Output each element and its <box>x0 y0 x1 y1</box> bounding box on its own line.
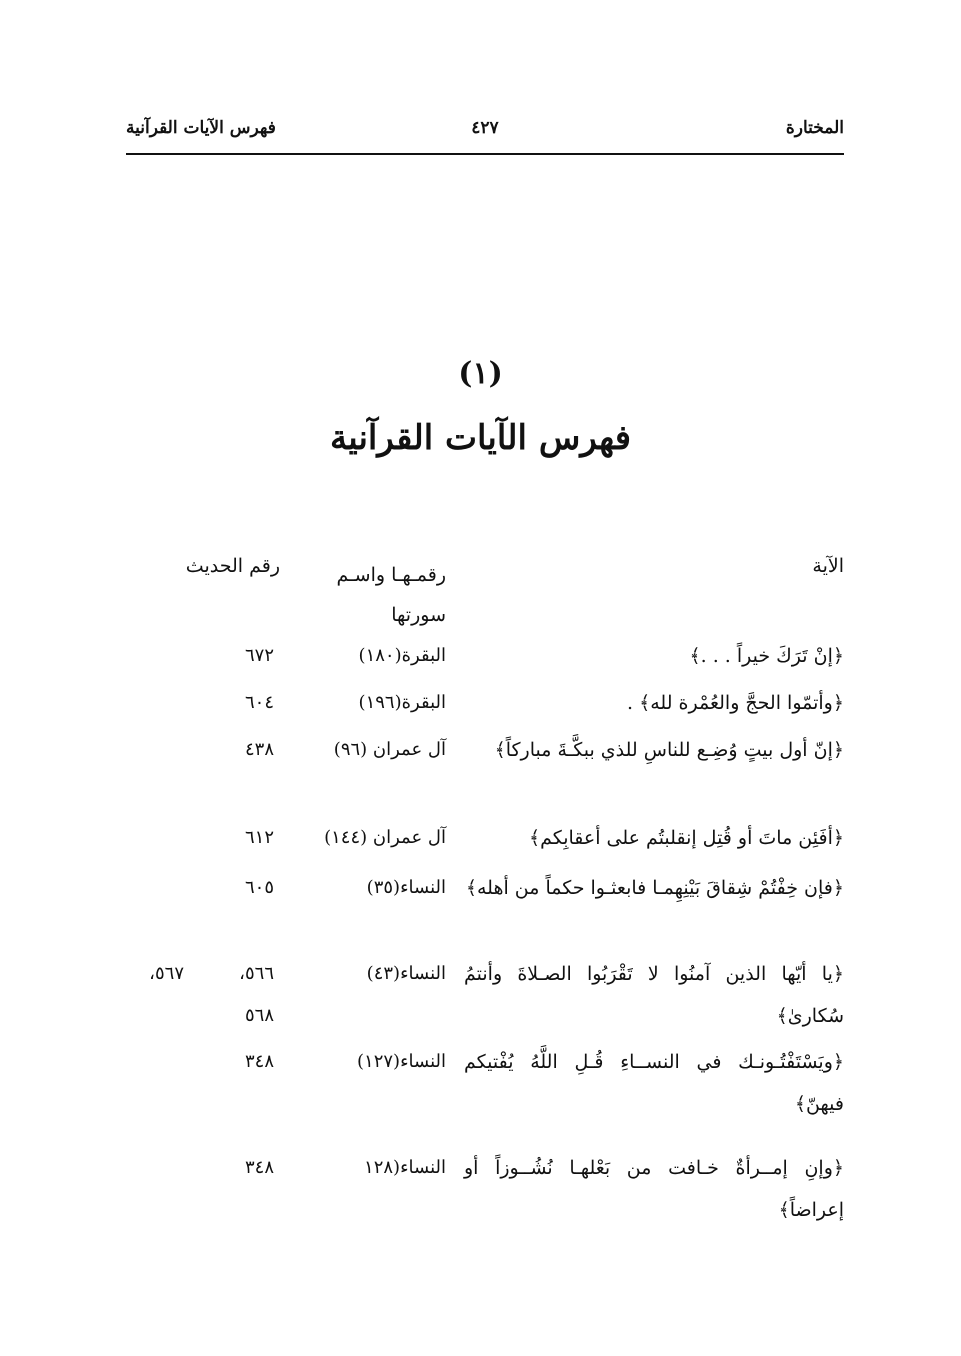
hadith-number: ٦١٢ <box>244 827 274 848</box>
hadith-number: ٦٠٤ <box>244 692 274 713</box>
surah-ref: النساء(٤٣) <box>366 963 446 984</box>
verse-text: ﴿إنّ أول بيتٍ وُضِـع للناسِ للذي ببكَّـةَ مباركاً﴾ <box>494 739 844 761</box>
hadith-number: ٦٧٢ <box>244 645 274 666</box>
verse-text: ﴿أفَئِن ماتَ أو قُتِل إنقلبتُم على أعقابِكم﴾ <box>528 827 844 849</box>
surah-ref: البقرة(١٨٠) <box>358 645 446 666</box>
hadith-number-extra: ٥٦٧، <box>149 963 184 984</box>
surah-ref: النساء(٣٥) <box>366 877 446 898</box>
hadith-number: ٤٣٨ <box>244 739 274 760</box>
column-header-verse: الآية <box>812 555 844 577</box>
verse-text: ﴿وإنِ إمــرأةٌ خـافت من بَعْلهـا نُشُــوزاً أو إعراضاً﴾ <box>464 1157 844 1221</box>
surah-ref: آل عمران (١٤٤) <box>324 827 446 848</box>
header-rule <box>126 153 844 155</box>
hadith-number: ٦٠٥ <box>244 877 274 898</box>
running-header-section-title: فهرس الآيات القرآنية <box>126 118 276 138</box>
running-header-book-title: المختارة <box>785 118 844 138</box>
column-header-surah: رقمـهـا واسـم سورتها <box>336 564 446 626</box>
index-title: فهرس الآيات القرآنية <box>329 418 632 458</box>
hadith-number: ٣٤٨ <box>244 1157 274 1178</box>
index-number: (١) <box>458 356 503 391</box>
verse-text: ﴿يا أيّها الذين آمنُوا لا تَقْرَبُوا الصـلاةَ وأنتمُ سُكارىٰ﴾ <box>464 963 844 1027</box>
column-header-hadith: رقم الحديث <box>185 555 280 577</box>
surah-ref: آل عمران (٩٦) <box>333 739 446 760</box>
verse-text: ﴿وأتمّوا الحجَّ والعُمْرة لله﴾ . <box>627 692 844 714</box>
page-number: ٤٢٧ <box>471 118 499 138</box>
surah-ref: البقرة(١٩٦) <box>358 692 446 713</box>
hadith-number: ٣٤٨ <box>244 1051 274 1072</box>
verse-text: ﴿ويَسْتَفْتُـونـك في النســاءِ قُـلِ اللَّهُ يُفْتيكم فيهنّ﴾ <box>464 1051 844 1115</box>
surah-ref: النساء(١٢٨ <box>364 1157 446 1178</box>
verse-text: ﴿فإن خِفْتُمْ شِقاقَ بَيْنِهِمـا فابعثـوا حكماً من أهله﴾ <box>465 877 844 899</box>
surah-ref: النساء(١٢٧) <box>357 1051 446 1072</box>
hadith-number: ٥٦٦، ٥٦٨ <box>239 963 274 1026</box>
running-header <box>126 118 844 146</box>
verse-text: ﴿إنْ تَرَكَ خيراً . . .﴾ <box>689 645 844 667</box>
